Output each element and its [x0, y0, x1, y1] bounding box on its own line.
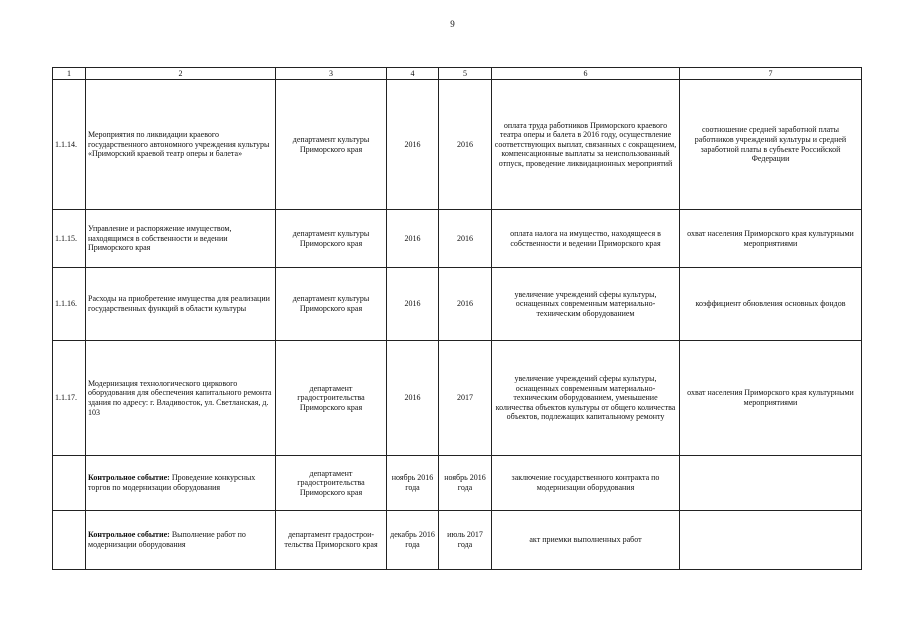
column-header: 1: [53, 68, 86, 80]
indicator: соотношение средней заработной платы работников учреждений культуры и средней заработной платы в субъекте Российской Федерации: [680, 80, 862, 210]
table-row: [53, 80, 862, 210]
column-header: 4: [387, 68, 439, 80]
expected-result: увеличение учреждений сферы культуры, оснащенных современным материально-техническим оборудованием: [492, 268, 680, 341]
end-date: ноябрь 2016 года: [439, 456, 492, 511]
start-date: 2016: [387, 80, 439, 210]
executor: департамент градостроительства Приморского края: [276, 456, 387, 511]
row-number: 1.1.17.: [53, 341, 86, 456]
indicator: охват населения Приморского края культурными мероприятиями: [680, 341, 862, 456]
executor: департамент культуры Приморского края: [276, 210, 387, 268]
start-date: 2016: [387, 210, 439, 268]
indicator: [680, 456, 862, 511]
start-date: 2016: [387, 341, 439, 456]
executor: департамент культуры Приморского края: [276, 268, 387, 341]
row-number: [53, 456, 86, 511]
end-date: 2016: [439, 210, 492, 268]
column-header: 7: [680, 68, 862, 80]
executor: департамент культуры Приморского края: [276, 80, 387, 210]
row-number: 1.1.15.: [53, 210, 86, 268]
control-event-text: Выполнение работ по модернизации оборудования: [88, 530, 246, 549]
end-date: июль 2017 года: [439, 511, 492, 570]
table-header-row: [53, 68, 862, 80]
measure-name: Мероприятия по ликвидации краевого государственного автономного учреждения культуры «Приморский краевой театр оперы и балета»: [86, 80, 276, 210]
measure-name: Модернизация технологического циркового оборудования для обеспечения капитального ремонта здания по адресу: г. Владивосток, ул. Светланская, д. 103: [86, 341, 276, 456]
column-header: 3: [276, 68, 387, 80]
control-event-row: [53, 456, 862, 511]
page-number: 9: [450, 19, 455, 29]
expected-result: оплата налога на имущество, находящееся в собственности и ведении Приморского края: [492, 210, 680, 268]
end-date: 2017: [439, 341, 492, 456]
measure-name: Управление и распоряжение имуществом, находящимся в собственности и ведении Приморского края: [86, 210, 276, 268]
expected-result: оплата труда работников Приморского краевого театра оперы и балета в 2016 году, осуществление соответствующих выплат, связанных с сокращением, компенсационные выплаты за неиспользованный отпуск, проведение ликвидационных мероприятий: [492, 80, 680, 210]
table-row: [53, 268, 862, 341]
indicator: коэффициент обновления основных фондов: [680, 268, 862, 341]
start-date: 2016: [387, 268, 439, 341]
control-event-row: [53, 511, 862, 570]
column-header: 2: [86, 68, 276, 80]
indicator: охват населения Приморского края культурными мероприятиями: [680, 210, 862, 268]
start-date: декабрь 2016 года: [387, 511, 439, 570]
measures-table: [52, 67, 862, 570]
table-row: [53, 341, 862, 456]
expected-result: увеличение учреждений сферы культуры, оснащенных современным материально-техническим оборудованием, уменьшение количества объектов культуры от общего количества объектов, подлежащих капитальному ремонту: [492, 341, 680, 456]
indicator: [680, 511, 862, 570]
control-event-label: Контрольное событие:: [88, 473, 170, 483]
expected-result: заключение государственного контракта по модернизации оборудования: [492, 456, 680, 511]
end-date: 2016: [439, 268, 492, 341]
start-date: ноябрь 2016 года: [387, 456, 439, 511]
row-number: 1.1.16.: [53, 268, 86, 341]
table-row: [53, 210, 862, 268]
executor: департамент градостроительства Приморского края: [276, 341, 387, 456]
end-date: 2016: [439, 80, 492, 210]
control-event-label: Контрольное событие:: [88, 530, 170, 540]
column-header: 6: [492, 68, 680, 80]
column-header: 5: [439, 68, 492, 80]
row-number: 1.1.14.: [53, 80, 86, 210]
executor: департамент градострои-тельства Приморского края: [276, 511, 387, 570]
measure-name: Расходы на приобретение имущества для реализации государственных функций в области культуры: [86, 268, 276, 341]
expected-result: акт приемки выполненных работ: [492, 511, 680, 570]
control-event-description: [86, 511, 276, 570]
control-event-description: [86, 456, 276, 511]
control-event-text: Проведение конкурсных торгов по модернизации оборудования: [88, 473, 256, 492]
row-number: [53, 511, 86, 570]
